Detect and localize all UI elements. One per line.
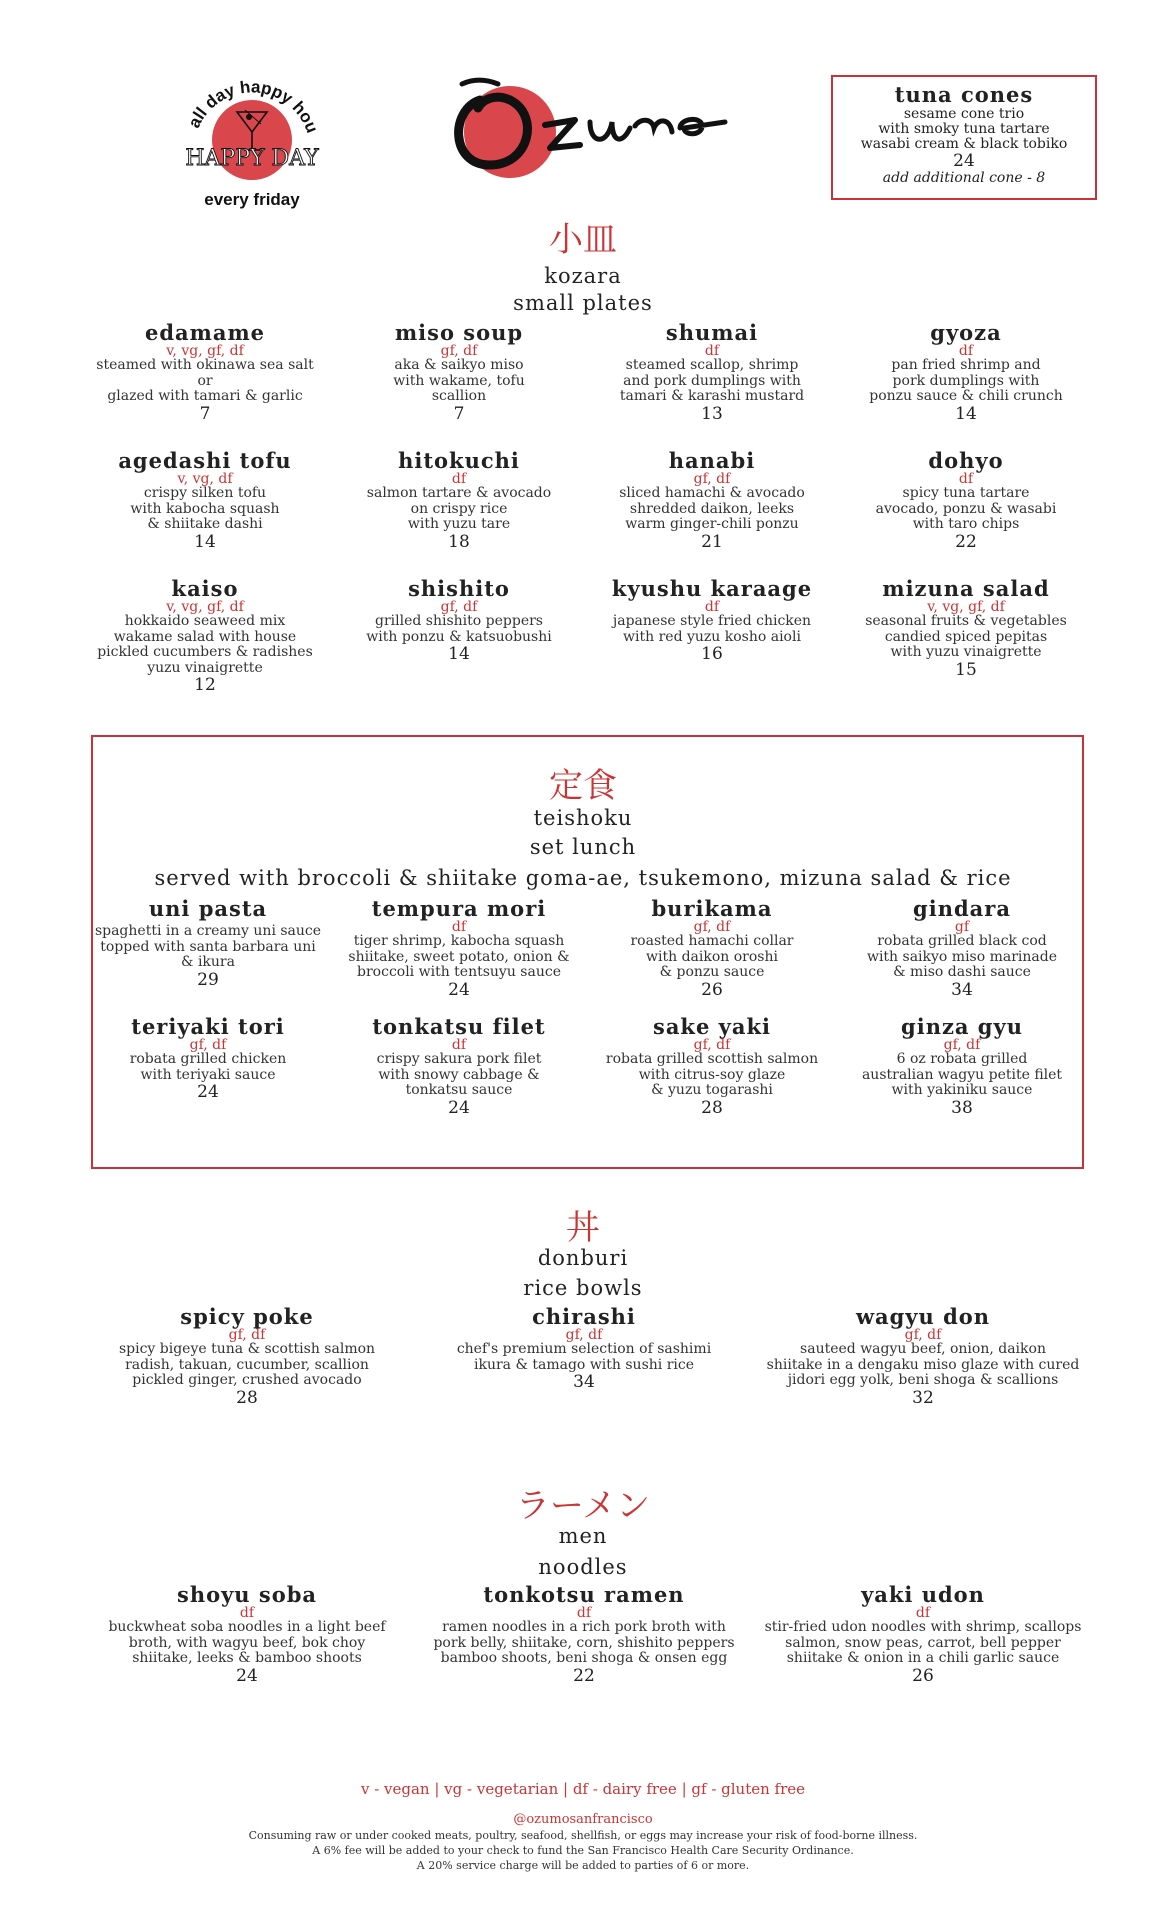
item-desc-line: 6 oz robata grilled	[896, 1051, 1028, 1067]
item-diet: v, vg, df	[177, 471, 233, 487]
item-desc-line: salmon, snow peas, carrot, bell pepper	[785, 1634, 1061, 1651]
item-name: sake yaki	[653, 1014, 771, 1039]
item-desc-line: jidori egg yolk, beni shoga & scallions	[787, 1372, 1059, 1388]
menu-item	[87, 1584, 407, 1685]
menu-item	[90, 322, 320, 423]
item-desc-line: steamed scallop, shrimp	[625, 357, 799, 373]
item-name: tempura mori	[371, 896, 547, 921]
item-desc-line: ikura & tamago with sushi rice	[474, 1356, 694, 1373]
men-name: men	[558, 1524, 608, 1548]
item-name: shumai	[665, 320, 759, 345]
item-desc-line: stir-fried udon noodles with shrimp, scallops	[764, 1619, 1082, 1635]
item-name: gindara	[913, 896, 1011, 921]
item-price: 13	[701, 403, 723, 424]
item-desc-line: topped with santa barbara uni	[100, 938, 316, 955]
item-desc-line: pork dumplings with	[892, 372, 1040, 389]
item-desc-line: broth, with wagyu beef, bok choy	[128, 1634, 366, 1651]
item-diet: df	[704, 343, 720, 359]
menu-item	[342, 1016, 577, 1117]
item-desc-line: tonkatsu sauce	[405, 1082, 513, 1098]
menu-item	[851, 450, 1081, 551]
item-desc-line: shredded daikon, leeks	[629, 500, 795, 517]
item-desc-line: wakame salad with house	[113, 628, 297, 645]
item-diet: df	[451, 471, 467, 487]
item-desc-line: seasonal fruits & vegetables	[865, 613, 1067, 629]
item-price: 7	[453, 403, 465, 424]
item-price: 7	[199, 403, 211, 424]
tuna-cones-title: tuna cones	[894, 82, 1034, 107]
item-desc-line: japanese style fried chicken	[612, 613, 812, 629]
item-diet: gf, df	[440, 599, 478, 615]
menu-item	[91, 1016, 326, 1101]
item-desc-line: spicy tuna tartare	[902, 485, 1030, 501]
item-price: 14	[955, 403, 977, 424]
item-desc-line: shiitake, leeks & bamboo shoots	[132, 1650, 362, 1666]
item-name: tonkatsu filet	[372, 1014, 546, 1039]
item-desc-line: warm ginger-chili ponzu	[625, 516, 799, 532]
item-name: miso soup	[394, 320, 524, 345]
fine-print-line: A 6% fee will be added to your check to fund the San Francisco Health Care Security Ordinance.	[312, 1844, 854, 1857]
item-desc-line: or	[197, 372, 213, 389]
item-name: chirashi	[532, 1304, 636, 1329]
kozara-subtitle: small plates	[513, 291, 653, 315]
item-desc-line: and pork dumplings with	[623, 372, 801, 389]
item-desc-line: grilled shishito peppers	[375, 613, 543, 629]
menu-item	[595, 898, 830, 999]
item-diet: v, vg, gf, df	[166, 599, 244, 615]
menu-item	[763, 1584, 1083, 1685]
item-price: 26	[912, 1665, 934, 1686]
item-diet: gf, df	[440, 343, 478, 359]
item-desc-line: pan fried shrimp and	[891, 357, 1041, 373]
item-desc-line: shiitake, sweet potato, onion &	[348, 948, 570, 965]
item-desc-line: with taro chips	[912, 516, 1020, 532]
kozara-kanji: 小皿	[549, 220, 617, 260]
menu-item	[763, 1306, 1083, 1407]
item-price: 15	[955, 659, 977, 680]
item-desc-line: sliced hamachi & avocado	[619, 485, 805, 501]
item-name: wagyu don	[855, 1304, 991, 1329]
tuna-desc-line: sesame cone trio	[903, 106, 1025, 122]
item-desc-line: with yakiniku sauce	[891, 1082, 1033, 1098]
item-price: 22	[955, 531, 977, 552]
menu-item	[90, 450, 320, 551]
menu-item	[597, 322, 827, 423]
item-desc-line: crispy sakura pork filet	[376, 1051, 542, 1067]
item-diet: df	[704, 599, 720, 615]
item-diet: v, vg, gf, df	[166, 343, 244, 359]
menu-item	[845, 1016, 1080, 1117]
item-price: 26	[701, 979, 723, 1000]
item-name: kyushu karaage	[611, 576, 813, 601]
item-desc-line: & miso dashi sauce	[893, 964, 1031, 980]
menu-item	[87, 1306, 407, 1407]
tuna-cones-box	[831, 75, 1097, 200]
item-desc-line: bamboo shoots, beni shoga & onsen egg	[440, 1650, 728, 1666]
item-diet: df	[915, 1605, 931, 1621]
menu-item	[344, 578, 574, 663]
item-price: 29	[197, 969, 219, 990]
tuna-price: 24	[953, 151, 975, 171]
item-price: 34	[573, 1372, 595, 1392]
item-diet: gf, df	[693, 1037, 731, 1053]
item-price: 28	[701, 1097, 723, 1118]
item-name: shishito	[408, 576, 510, 601]
item-name: hanabi	[668, 448, 756, 473]
item-diet: gf, df	[943, 1037, 981, 1053]
instagram-handle[interactable]: @ozumosanfrancisco	[513, 1812, 653, 1827]
tuna-addon: add additional cone - 8	[882, 170, 1046, 186]
item-diet: v, vg, gf, df	[927, 599, 1005, 615]
item-desc-line: with snowy cabbage &	[378, 1066, 540, 1083]
item-diet: df	[958, 343, 974, 359]
item-price: 14	[448, 644, 470, 664]
item-name: mizuna salad	[882, 576, 1050, 601]
item-price: 32	[912, 1387, 934, 1408]
item-desc-line: & shiitake dashi	[147, 516, 263, 532]
item-desc-line: with citrus-soy glaze	[638, 1066, 786, 1083]
item-desc-line: pickled cucumbers & radishes	[97, 644, 313, 660]
item-desc-line: spaghetti in a creamy uni sauce	[94, 923, 322, 939]
tuna-desc-line: with smoky tuna tartare	[878, 121, 1050, 137]
item-desc-line: & ikura	[181, 954, 235, 970]
every-friday-text: every friday	[204, 190, 300, 209]
item-desc-line: with kabocha squash	[130, 500, 280, 517]
item-desc-line: with teriyaki sauce	[140, 1066, 276, 1083]
menu-item	[91, 898, 326, 989]
item-diet: df	[239, 1605, 255, 1621]
happy-day-logo	[175, 70, 335, 210]
item-diet: df	[576, 1605, 592, 1621]
item-name: hitokuchi	[398, 448, 520, 473]
menu-item	[845, 898, 1080, 999]
item-diet: gf	[954, 919, 970, 935]
fine-print	[0, 1828, 1166, 1873]
item-desc-line: avocado, ponzu & wasabi	[875, 500, 1057, 517]
item-name: gyoza	[930, 320, 1002, 345]
item-desc-line: with yuzu vinaigrette	[890, 644, 1042, 660]
item-name: yaki udon	[861, 1582, 985, 1607]
item-desc-line: spicy bigeye tuna & scottish salmon	[118, 1341, 376, 1357]
item-desc-line: roasted hamachi collar	[630, 933, 794, 949]
fine-print-line: Consuming raw or under cooked meats, poultry, seafood, shellfish, or eggs may increase your risk of food-borne illness.	[248, 1829, 918, 1842]
item-diet: gf, df	[904, 1327, 942, 1343]
item-desc-line: ponzu sauce & chili crunch	[869, 388, 1063, 404]
item-diet: df	[451, 1037, 467, 1053]
donburi-subtitle: rice bowls	[523, 1276, 643, 1300]
ozumo-logo	[440, 70, 730, 180]
donburi-name: donburi	[537, 1246, 629, 1270]
item-name: spicy poke	[180, 1304, 314, 1329]
menu-item	[90, 578, 320, 694]
item-name: uni pasta	[148, 896, 268, 921]
item-name: burikama	[651, 896, 773, 921]
item-desc-line: scallion	[431, 388, 487, 404]
item-desc-line: crispy silken tofu	[143, 485, 267, 501]
item-diet: df	[958, 471, 974, 487]
item-desc-line: australian wagyu petite filet	[861, 1066, 1063, 1083]
item-price: 12	[194, 675, 216, 695]
item-desc-line: aka & saikyo miso	[394, 357, 524, 373]
item-desc-line: salmon tartare & avocado	[366, 485, 552, 501]
men-kanji: ラーメン	[515, 1486, 651, 1526]
item-price: 24	[448, 979, 470, 1000]
happy-day-text: HAPPY DAY	[185, 146, 319, 171]
tuna-desc-line: wasabi cream & black tobiko	[860, 136, 1068, 152]
menu-item	[851, 578, 1081, 679]
item-desc-line: broccoli with tentsuyu sauce	[357, 964, 561, 980]
item-desc-line: shiitake & onion in a chili garlic sauce	[786, 1650, 1060, 1666]
item-desc-line: shiitake in a dengaku miso glaze with cured	[766, 1356, 1080, 1373]
item-desc-line: hokkaido seaweed mix	[124, 613, 286, 629]
item-desc-line: with ponzu & katsuobushi	[366, 628, 552, 645]
menu-item	[851, 322, 1081, 423]
item-desc-line: radish, takuan, cucumber, scallion	[125, 1356, 369, 1373]
item-price: 16	[701, 644, 723, 664]
item-name: edamame	[144, 320, 266, 345]
item-desc-line: robata grilled chicken	[129, 1051, 287, 1067]
logo-text: Ozumo	[440, 70, 444, 71]
kozara-name: kozara	[544, 264, 622, 288]
item-diet: gf, df	[189, 1037, 227, 1053]
item-desc-line: robata grilled scottish salmon	[605, 1051, 819, 1067]
item-price: 14	[194, 531, 216, 552]
item-price: 24	[197, 1082, 219, 1102]
item-desc-line: tamari & karashi mustard	[619, 388, 805, 404]
item-desc-line: yuzu vinaigrette	[147, 659, 263, 676]
item-name: shoyu soba	[177, 1582, 317, 1607]
menu-item	[424, 1584, 744, 1685]
item-desc-line: robata grilled black cod	[877, 933, 1047, 949]
item-name: tonkotsu ramen	[483, 1582, 685, 1607]
item-desc-line: on crispy rice	[410, 500, 508, 517]
item-desc-line: & yuzu togarashi	[651, 1082, 773, 1098]
item-desc-line: with yuzu tare	[407, 516, 511, 532]
menu-item	[344, 322, 574, 423]
item-price: 38	[951, 1097, 973, 1118]
item-desc-line: glazed with tamari & garlic	[107, 388, 303, 404]
happy-arc-text: all day happy hou	[184, 77, 322, 136]
menu-item	[597, 578, 827, 663]
item-name: teriyaki tori	[131, 1014, 285, 1039]
menu-item	[424, 1306, 744, 1391]
item-name: dohyo	[928, 448, 1004, 473]
item-desc-line: with daikon oroshi	[646, 948, 778, 965]
teishoku-kanji: 定食	[549, 766, 617, 806]
item-name: ginza gyu	[901, 1014, 1023, 1039]
item-diet: df	[451, 919, 467, 935]
item-desc-line: sauteed wagyu beef, onion, daikon	[800, 1341, 1046, 1357]
item-price: 24	[448, 1097, 470, 1118]
item-price: 24	[236, 1665, 258, 1686]
diet-legend: v - vegan | vg - vegetarian | df - dairy free | gf - gluten free	[360, 1780, 806, 1798]
item-desc-line: buckwheat soba noodles in a light beef	[108, 1619, 386, 1635]
item-desc-line: steamed with okinawa sea salt	[96, 357, 314, 373]
item-desc-line: tiger shrimp, kabocha squash	[353, 933, 565, 949]
item-desc-line: pork belly, shiitake, corn, shishito peppers	[433, 1634, 735, 1651]
donburi-kanji: 丼	[566, 1208, 600, 1248]
teishoku-subtitle: set lunch	[529, 835, 637, 859]
item-price: 34	[951, 979, 973, 1000]
item-desc-line: with saikyo miso marinade	[866, 948, 1058, 965]
menu-item	[344, 450, 574, 551]
item-desc-line: pickled ginger, crushed avocado	[132, 1372, 362, 1388]
item-diet: gf, df	[228, 1327, 266, 1343]
item-diet: gf, df	[565, 1327, 603, 1343]
teishoku-served-with: served with broccoli & shiitake goma-ae, tsukemono, mizuna salad & rice	[154, 866, 1012, 890]
men-subtitle: noodles	[538, 1555, 628, 1579]
item-desc-line: & ponzu sauce	[659, 964, 765, 980]
item-desc-line: ramen noodles in a rich pork broth with	[442, 1619, 726, 1635]
menu-item	[597, 450, 827, 551]
item-desc-line: with wakame, tofu	[393, 372, 525, 389]
item-price: 28	[236, 1387, 258, 1408]
teishoku-name: teishoku	[533, 806, 633, 830]
menu-item	[342, 898, 577, 999]
menu-item	[595, 1016, 830, 1117]
item-diet: gf, df	[693, 471, 731, 487]
item-price: 21	[701, 531, 723, 552]
item-desc-line: with red yuzu kosho aioli	[623, 628, 801, 645]
item-diet: gf, df	[693, 919, 731, 935]
item-desc-line: chef's premium selection of sashimi	[456, 1341, 712, 1357]
item-desc-line: candied spiced pepitas	[884, 628, 1048, 645]
item-name: kaiso	[171, 576, 239, 601]
item-name: agedashi tofu	[118, 448, 292, 473]
item-price: 22	[573, 1665, 595, 1686]
fine-print-line: A 20% service charge will be added to parties of 6 or more.	[416, 1859, 750, 1872]
item-price: 18	[448, 531, 470, 552]
